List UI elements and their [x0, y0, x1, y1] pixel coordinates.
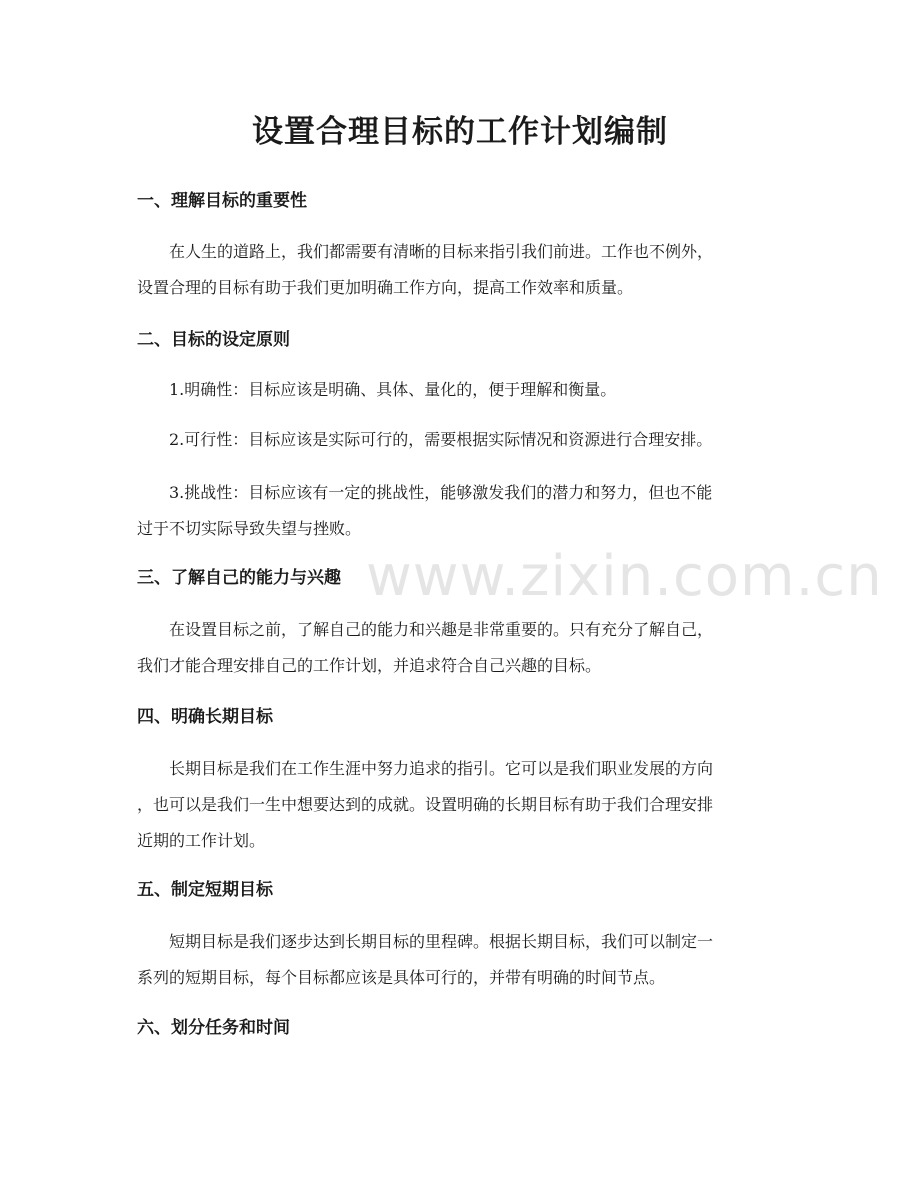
watermark-text: www.zixin.com.cn [366, 544, 883, 609]
section-heading-5: 五、制定短期目标 [137, 880, 273, 900]
section-5-paragraph-1 [137, 924, 785, 996]
text-line: 过于不切实际导致失望与挫败。 [137, 519, 362, 538]
text-line: 近期的工作计划。 [137, 831, 266, 850]
section-2-paragraph-3 [137, 475, 785, 547]
text-line: 1.明确性：目标应该是明确、具体、量化的，便于理解和衡量。 [169, 380, 617, 399]
text-line: 我们才能合理安排自己的工作计划，并追求符合自己兴趣的目标。 [137, 656, 602, 675]
section-2-paragraph-1 [137, 372, 785, 408]
section-heading-4: 四、明确长期目标 [137, 707, 273, 727]
section-heading-1: 一、理解目标的重要性 [137, 191, 307, 211]
section-heading-6: 六、划分任务和时间 [137, 1018, 290, 1038]
text-line: 系列的短期目标，每个目标都应该是具体可行的，并带有明确的时间节点。 [137, 968, 666, 987]
text-line: 2.可行性：目标应该是实际可行的，需要根据实际情况和资源进行合理安排。 [169, 430, 713, 449]
text-line: 在设置目标之前，了解自己的能力和兴趣是非常重要的。只有充分了解自己， [169, 620, 714, 639]
text-line: 设置合理的目标有助于我们更加明确工作方向，提高工作效率和质量。 [137, 278, 634, 297]
section-1-paragraph-1 [137, 234, 785, 306]
section-heading-3: 三、了解自己的能力与兴趣 [137, 568, 341, 588]
text-line: ，也可以是我们一生中想要达到的成就。设置明确的长期目标有助于我们合理安排 [137, 795, 714, 814]
text-line: 长期目标是我们在工作生涯中努力追求的指引。它可以是我们职业发展的方向 [169, 759, 714, 778]
section-heading-2: 二、目标的设定原则 [137, 330, 290, 350]
section-2-paragraph-2 [137, 422, 785, 458]
text-line: 3.挑战性：目标应该有一定的挑战性，能够激发我们的潜力和努力，但也不能 [169, 483, 713, 502]
text-line: 短期目标是我们逐步达到长期目标的里程碑。根据长期目标，我们可以制定一 [169, 932, 714, 951]
text-line: 在人生的道路上，我们都需要有清晰的目标来指引我们前进。工作也不例外， [169, 242, 714, 261]
section-3-paragraph-1 [137, 612, 785, 684]
section-4-paragraph-1 [137, 751, 785, 859]
document-title: 设置合理目标的工作计划编制 [252, 114, 668, 150]
